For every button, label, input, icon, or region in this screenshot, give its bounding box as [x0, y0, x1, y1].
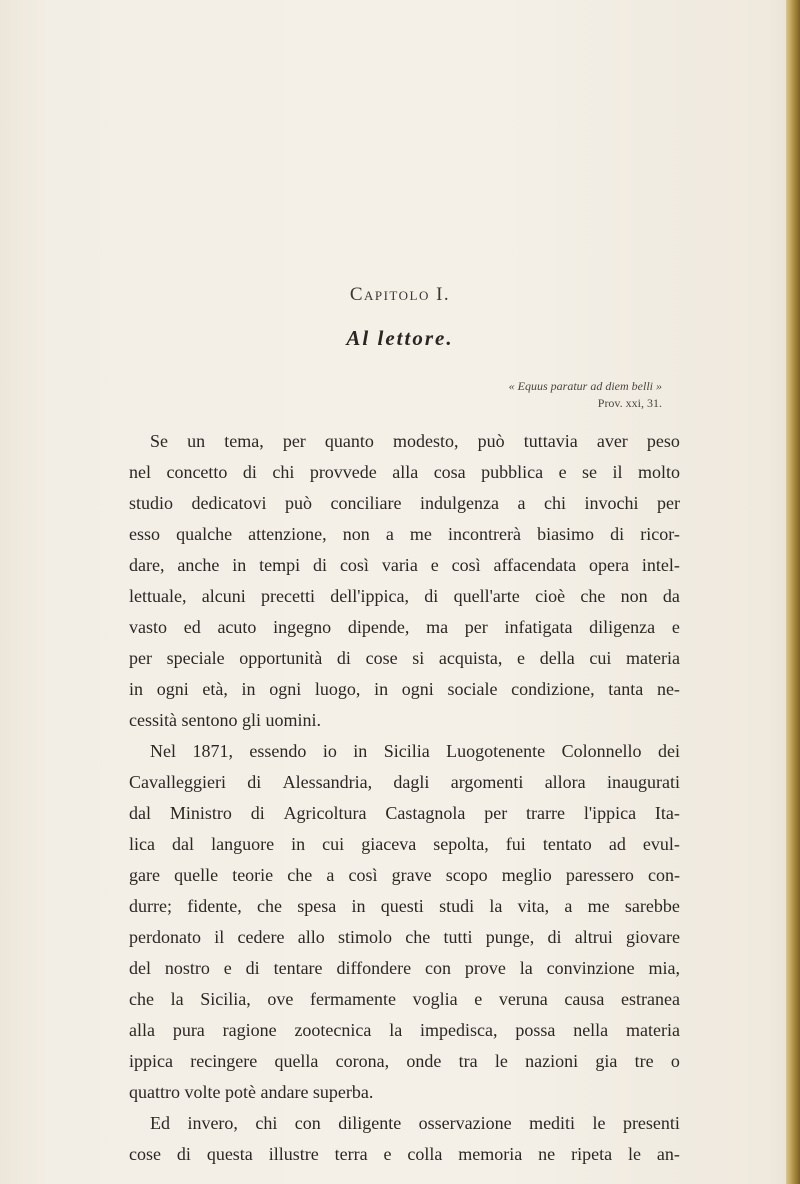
body-text — [129, 426, 680, 1170]
text-line: Cavalleggieri di Alessandria, dagli argomenti allora inaugurati — [129, 772, 680, 792]
text-line: perdonato il cedere allo stimolo che tutti punge, di altrui giovare — [129, 927, 680, 947]
text-line: Ed invero, chi con diligente osservazione mediti le presenti — [150, 1113, 680, 1133]
text-line: lica dal languore in cui giaceva sepolta, fui tentato ad evul- — [129, 834, 680, 854]
text-line: quattro volte potè andare superba. — [129, 1082, 374, 1102]
text-line: gare quelle teorie che a così grave scopo meglio paressero con- — [129, 865, 680, 885]
text-line: dal Ministro di Agricoltura Castagnola per trarre l'ippica Ita- — [129, 803, 680, 823]
chapter-heading: Capitolo I. — [349, 284, 451, 305]
text-line: che la Sicilia, ove fermamente voglia e veruna causa estranea — [129, 989, 680, 1009]
text-line: Nel 1871, essendo io in Sicilia Luogotenente Colonnello dei — [150, 741, 680, 761]
epigraph — [509, 378, 662, 412]
text-line: per speciale opportunità di cose si acquista, e della cui materia — [129, 648, 680, 668]
page-binding-edge — [786, 0, 800, 1184]
epigraph-source: Prov. xxi, 31. — [597, 396, 662, 410]
text-line: ippica recingere quella corona, onde tra le nazioni gia tre o — [129, 1051, 680, 1071]
text-line: cessità sentono gli uomini. — [129, 710, 321, 730]
text-line: dare, anche in tempi di così varia e così affacendata opera intel- — [129, 555, 680, 575]
text-line: Se un tema, per quanto modesto, può tuttavia aver peso — [150, 431, 680, 451]
text-line: durre; fidente, che spesa in questi studi la vita, a me sarebbe — [129, 896, 680, 916]
text-line: lettuale, alcuni precetti dell'ippica, di quell'arte cioè che non da — [129, 586, 680, 606]
text-line: in ogni età, in ogni luogo, in ogni sociale condizione, tanta ne- — [129, 679, 680, 699]
text-line: nel concetto di chi provvede alla cosa pubblica e se il molto — [129, 462, 680, 482]
text-line: del nostro e di tentare diffondere con prove la convinzione mia, — [129, 958, 680, 978]
epigraph-quote: « Equus paratur ad diem belli » — [508, 379, 662, 393]
text-line: studio dedicatovi può conciliare indulgenza a chi invochi per — [129, 493, 680, 513]
text-line: cose di questa illustre terra e colla memoria ne ripeta le an- — [129, 1144, 680, 1164]
text-line: alla pura ragione zootecnica la impedisca, possa nella materia — [129, 1020, 680, 1040]
text-line: esso qualche attenzione, non a me incontrerà biasimo di ricor- — [129, 524, 680, 544]
text-line: vasto ed acuto ingegno dipende, ma per infatigata diligenza e — [129, 617, 680, 637]
chapter-title: Al lettore. — [346, 326, 454, 350]
